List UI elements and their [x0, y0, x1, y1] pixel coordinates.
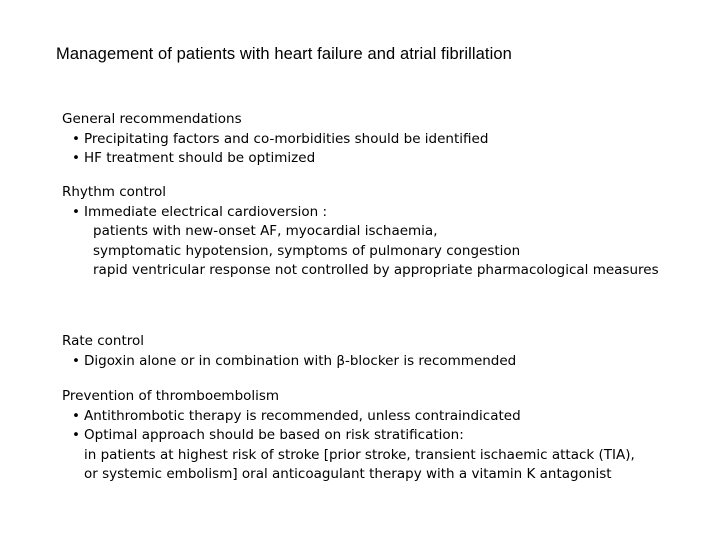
- sub-line: symptomatic hypotension, symptoms of pulmonary congestion: [93, 242, 521, 259]
- bullet-text: Precipitating factors and co-morbidities should be identified: [84, 130, 489, 147]
- sub-line: patients with new-onset AF, myocardial ischaemia,: [93, 223, 438, 239]
- bullet-icon: •: [72, 150, 80, 166]
- section-heading: Prevention of thromboembolism: [62, 388, 280, 404]
- bullet-text: Antithrombotic therapy is recommended, unless contraindicated: [84, 407, 521, 424]
- bullet-text: HF treatment should be optimized: [84, 150, 316, 166]
- section-general-recommendations: [62, 110, 488, 169]
- section-heading: Rate control: [62, 333, 145, 349]
- section-rate-control: [62, 332, 516, 371]
- bullet-text: Digoxin alone or in combination with β-blocker is recommended: [84, 352, 517, 369]
- bullet-item: [62, 407, 635, 427]
- bullet-item: [62, 149, 488, 169]
- section-rhythm-control: [62, 183, 659, 281]
- bullet-icon: •: [72, 203, 80, 220]
- sub-line: rapid ventricular response not controlled by appropriate pharmacological measures: [93, 262, 659, 278]
- section-heading: Rhythm control: [62, 184, 167, 200]
- bullet-item: [62, 352, 516, 372]
- bullet-item: [62, 130, 488, 150]
- bullet-text: Immediate electrical cardioversion :: [84, 203, 328, 220]
- bullet-item: [62, 203, 659, 223]
- bullet-icon: •: [72, 352, 80, 369]
- sub-line: or systemic embolism] oral anticoagulant therapy with a vitamin K antagonist: [84, 466, 612, 482]
- sub-line: in patients at highest risk of stroke [prior stroke, transient ischaemic attack (TIA),: [84, 446, 635, 463]
- section-heading: General recommendations: [62, 111, 242, 127]
- slide-title: Management of patients with heart failure and atrial fibrillation: [56, 45, 512, 63]
- section-prevention-of-thromboembolism: [62, 387, 635, 485]
- bullet-icon: •: [72, 427, 80, 443]
- bullet-item: [62, 426, 635, 446]
- bullet-text: Optimal approach should be based on risk stratification:: [84, 427, 464, 443]
- bullet-icon: •: [72, 130, 80, 147]
- bullet-icon: •: [72, 407, 80, 424]
